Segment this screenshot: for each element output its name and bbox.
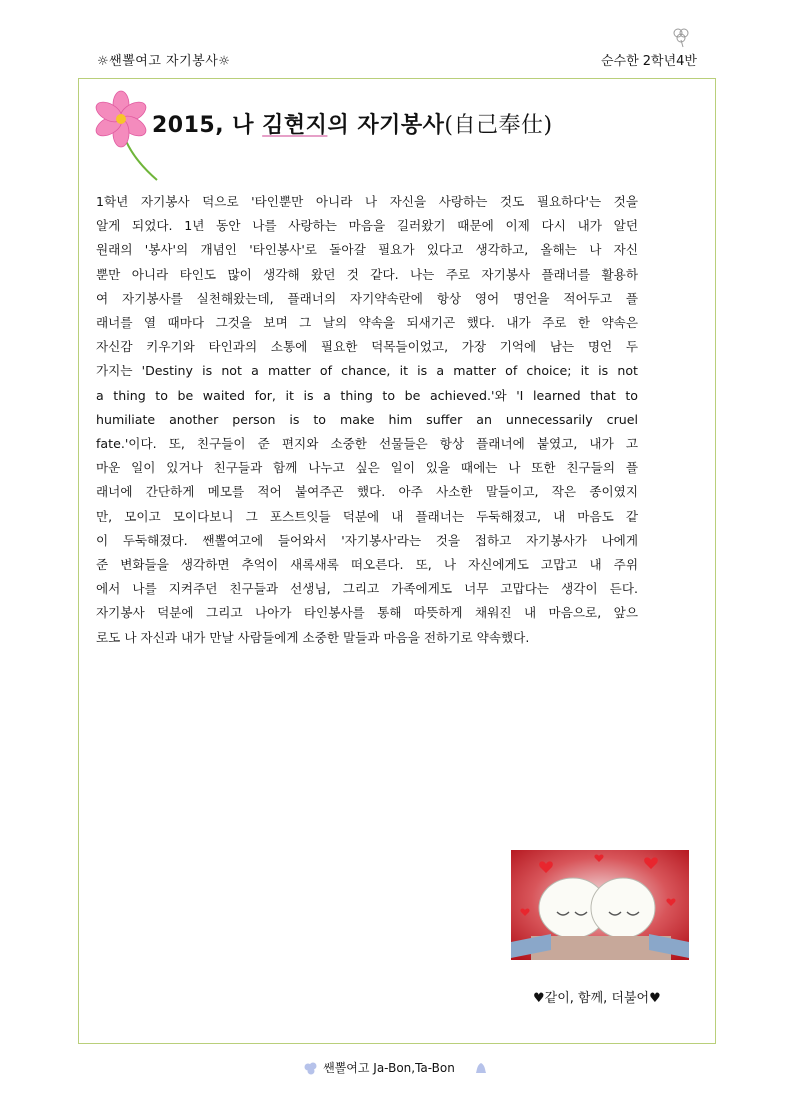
body-line: 래너를 열 때마다 그것을 보며 그 날의 약속을 되새기곤 했다. 내가 주로 한 약속은 (96, 315, 638, 331)
body-line: 만, 모이고 모이다보니 그 포스트잇들 덕분에 내 플래너는 두둑해졌고, 내 마음도 같 (96, 508, 638, 524)
body-line: 여 자기봉사를 실천해왔는데, 플래너의 자기약속란에 항상 영어 명언을 적어두고 플 (96, 290, 638, 306)
title-hanja: (自己奉仕) (444, 113, 553, 138)
body-line: humiliate another person is to make him suffer an unnecessarily cruel (96, 411, 638, 427)
footer-flower-icon (303, 1062, 319, 1076)
body-line: 가지는 'Destiny is not a matter of chance, it is a matter of choice; it is not (96, 363, 638, 379)
header-right: 순수한 2학년4반 (600, 54, 697, 69)
body-line: 알게 되었다. 1년 동안 나를 사랑하는 마음을 길러왔기 때문에 이제 다시 내가 알던 (96, 218, 638, 234)
photo-caption: ♥같이, 함께, 더불어♥ (533, 991, 661, 1006)
body-line: 뿐만 아니라 타인도 많이 생각해 왔던 것 같다. 나는 주로 자기봉사 플래너를 활용하 (96, 266, 638, 282)
body-line: 에서 나를 지켜주던 친구들과 선생님, 그리고 가족에게도 너무 고맙다는 생각이 든다. (96, 581, 638, 597)
title-suffix: 의 자기봉사 (327, 113, 445, 138)
page-title (152, 108, 553, 139)
body-line: 1학년 자기봉사 덕으로 '타인뿐만 아니라 나 자신을 사랑하는 것도 필요하다'는 것을 (96, 194, 638, 209)
title-prefix: 2015, 나 (152, 113, 263, 138)
footer-bell-icon (473, 1062, 489, 1076)
couple-photo (511, 850, 689, 960)
body-line: a thing to be waited for, it is a thing to be achieved.'와 'I learned that to (96, 387, 638, 403)
footer (0, 1059, 792, 1076)
body-line: 준 변화들을 생각하면 추억이 새록새록 떠오른다. 또, 나 자신에게도 고맙고 내 주위 (96, 557, 638, 573)
body-line: 마운 일이 있거나 친구들과 함께 나누고 싶은 일이 있을 때에는 나 또한 친구들의 플 (96, 460, 638, 476)
body-line: fate.'이다. 또, 친구들이 준 편지와 소중한 선물들은 항상 플래너에 붙였고, 내가 고 (96, 436, 638, 452)
body-line: 자기봉사 덕분에 그리고 나아가 타인봉사를 통해 따뜻하게 채워진 내 마음으로, 앞으 (96, 605, 638, 621)
body-line: 래너에 간단하게 메모를 적어 붙여주곤 했다. 아주 사소한 말들이고, 작은 종이였지 (96, 484, 638, 500)
body-text (96, 190, 638, 650)
clover-icon (670, 26, 692, 48)
body-line: 자신감 키우기와 타인과의 소통에 필요한 덕목들이었고, 가장 기억에 남는 명언 두 (96, 339, 638, 355)
body-line: 이 두둑해졌다. 쌘뽈여고에 들어와서 '자기봉사'라는 것을 접하고 자기봉사가 나에게 (96, 532, 638, 548)
title-name: 김현지 (262, 113, 328, 138)
footer-text: 쌘뽈여고 Ja-Bon,Ta-Bon (323, 1061, 455, 1075)
body-line: 로도 나 자신과 내가 만날 사람들에게 소중한 말들과 마음을 전하기로 약속했다. (96, 629, 530, 645)
body-line: 원래의 '봉사'의 개념인 '타인봉사'로 돌아갈 필요가 있다고 생각하고, 올해는 나 자신 (96, 242, 638, 258)
header-left: ☼쌘뽈여고 자기봉사☼ (97, 54, 231, 69)
